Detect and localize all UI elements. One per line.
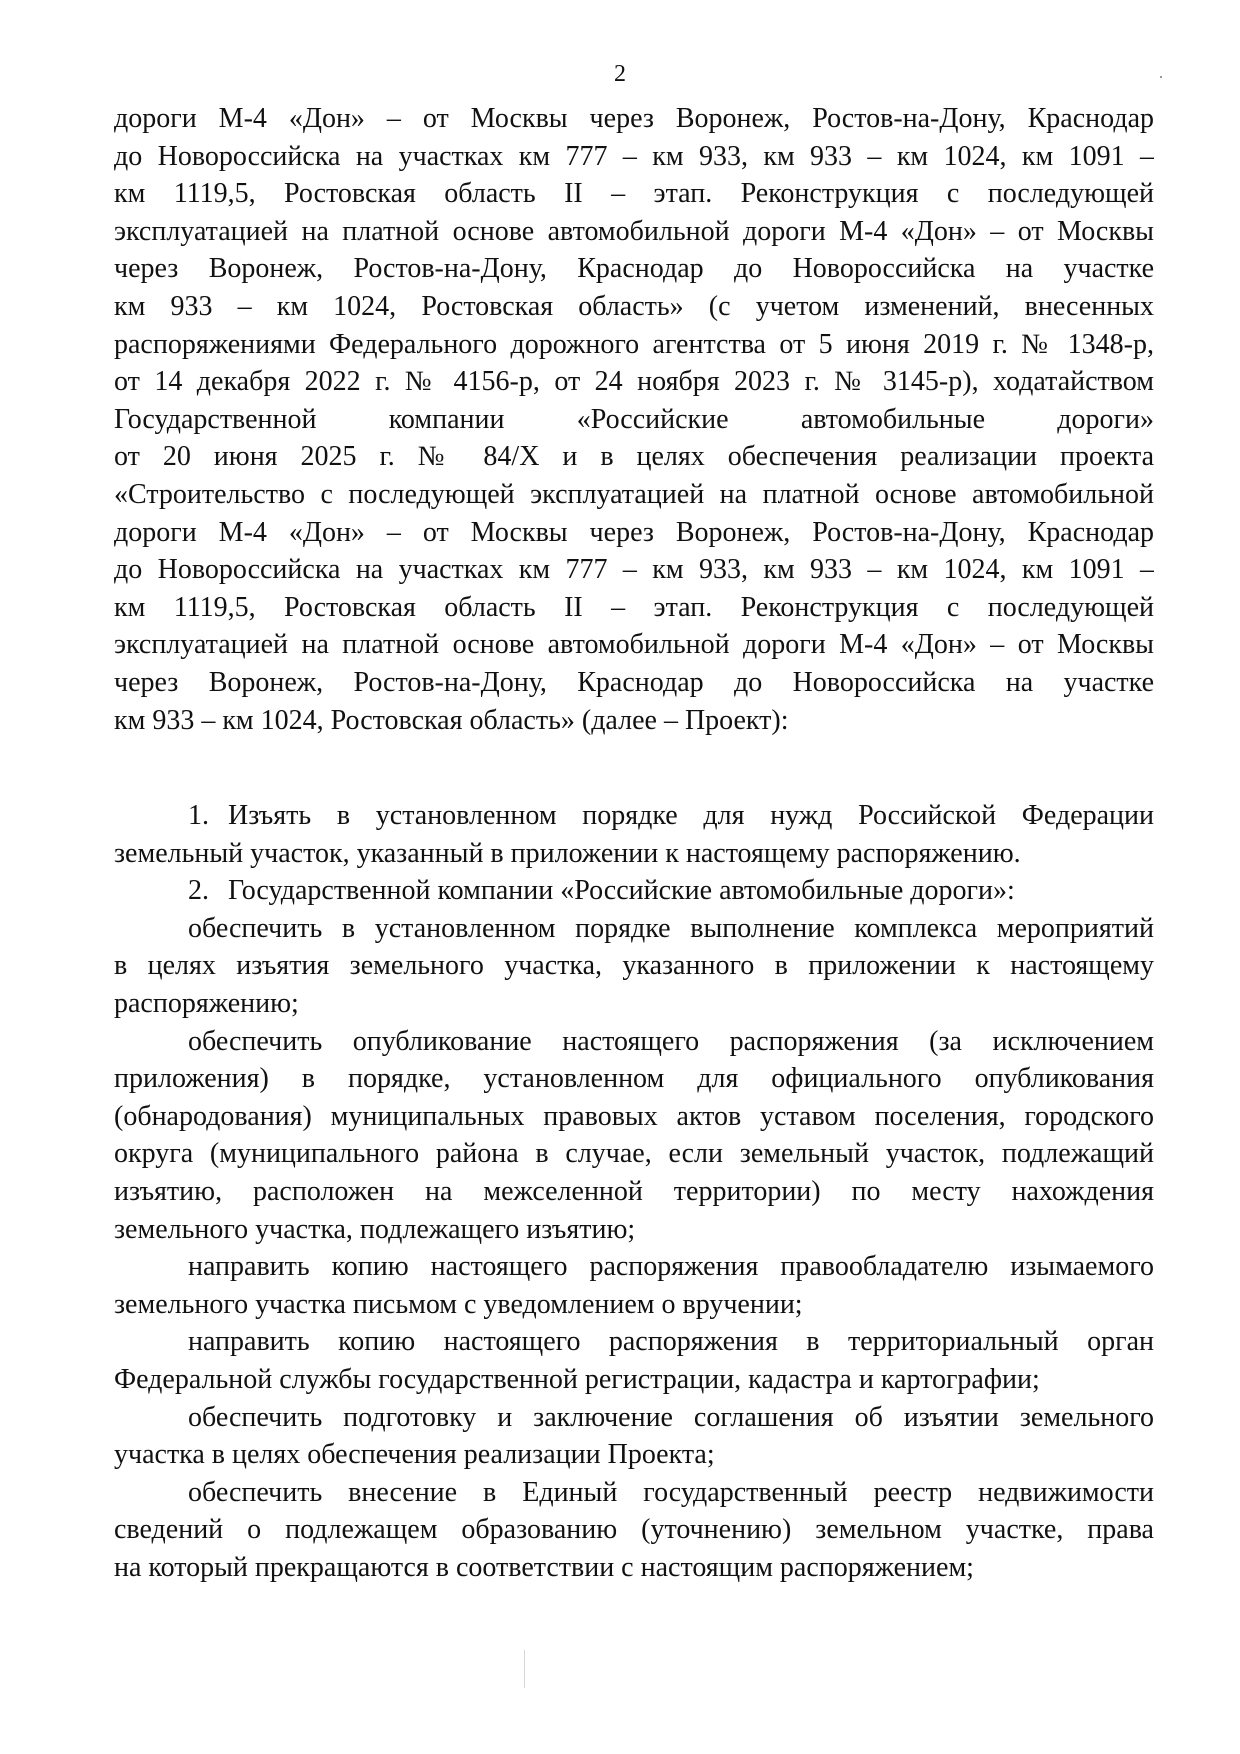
text-line: эксплуатацией на платной основе автомобильной дороги М-4 «Дон» – от Москвы [114,215,1154,247]
text-line: распоряжениями Федерального дорожного агентства от 5 июня 2019 г. № 1348-р, [114,328,1154,360]
text-line: в целях изъятия земельного участка, указанного в приложении к настоящему [114,950,1154,982]
preamble-paragraph [114,100,1154,739]
text-line: дороги М-4 «Дон» – от Москвы через Воронеж, Ростов-на-Дону, Краснодар [114,516,1154,548]
item-2-text: Государственной компании «Российские автомобильные дороги»: [228,875,1015,907]
text-line: (обнародования) муниципальных правовых актов уставом поселения, городского [114,1100,1154,1132]
text-line: от 20 июня 2025 г. № 84/Х и в целях обеспечения реализации проекта [114,441,1154,473]
text-line: км 933 – км 1024, Ростовская область» (далее – Проект): [114,704,789,736]
text-line: направить копию настоящего распоряжения правообладателю изымаемого [188,1251,1154,1283]
item-1-text: Изъять в установленном порядке для нужд Российской Федерации [228,800,1154,831]
text-line: приложения) в порядке, установленном для официального опубликования [114,1063,1154,1095]
text-line: км 1119,5, Ростовская область II – этап. Реконструкция с последующей [114,178,1154,210]
text-line: земельный участок, указанный в приложении к настоящему распоряжению. [114,837,1021,869]
item-1-number: 1. [188,800,209,831]
text-line: «Строительство с последующей эксплуатацией на платной основе автомобильной [114,478,1154,510]
item-1-line-1 [114,797,1154,835]
text-line: от 14 декабря 2022 г. № 4156-р, от 24 ноября 2023 г. № 3145-р), ходатайством [114,366,1154,398]
text-line: обеспечить опубликование настоящего распоряжения (за исключением [188,1025,1154,1057]
text-line: обеспечить подготовку и заключение соглашения об изъятии земельного [188,1401,1154,1433]
text-line: участка в целях обеспечения реализации Проекта; [114,1439,715,1471]
item-2-line-1 [114,872,1154,910]
text-line: через Воронеж, Ростов-на-Дону, Краснодар до Новороссийска на участке [114,253,1154,285]
text-line: км 933 – км 1024, Ростовская область» (с учетом изменений, внесенных [114,290,1154,322]
item-2-number: 2. [188,875,209,907]
decision-items [114,797,1154,1586]
text-line: направить копию настоящего распоряжения в территориальный орган [188,1326,1154,1358]
text-line: земельного участка, подлежащего изъятию; [114,1213,636,1245]
text-line: округа (муниципального района в случае, если земельный участок, подлежащий [114,1138,1154,1170]
scan-artifact-dot [1160,76,1162,78]
page-number: 2 [614,61,626,87]
text-line: до Новороссийска на участках км 777 – км 933, км 933 – км 1024, км 1091 – [114,554,1154,586]
text-line: эксплуатацией на платной основе автомобильной дороги М-4 «Дон» – от Москвы [114,629,1154,661]
text-line: распоряжению; [114,987,299,1019]
text-line: изъятию, расположен на межселенной территории) по месту нахождения [114,1175,1154,1207]
text-line: на который прекращаются в соответствии с настоящим распоряжением; [114,1551,974,1583]
text-line: обеспечить в установленном порядке выполнение комплекса мероприятий [188,912,1154,944]
text-line: Государственной компании «Российские автомобильные дороги» [114,403,1154,435]
text-line: дороги М-4 «Дон» – от Москвы через Воронеж, Ростов-на-Дону, Краснодар [114,103,1154,134]
scan-artifact-mark [524,1650,525,1688]
text-line: земельного участка письмом с уведомлением о вручении; [114,1288,803,1320]
text-line: км 1119,5, Ростовская область II – этап. Реконструкция с последующей [114,591,1154,623]
text-line: обеспечить внесение в Единый государственный реестр недвижимости [188,1476,1154,1508]
text-line: Федеральной службы государственной регистрации, кадастра и картографии; [114,1363,1040,1395]
text-line: через Воронеж, Ростов-на-Дону, Краснодар до Новороссийска на участке [114,666,1154,698]
text-line: сведений о подлежащем образованию (уточнению) земельном участке, права [114,1514,1154,1546]
text-line: до Новороссийска на участках км 777 – км 933, км 933 – км 1024, км 1091 – [114,140,1154,172]
